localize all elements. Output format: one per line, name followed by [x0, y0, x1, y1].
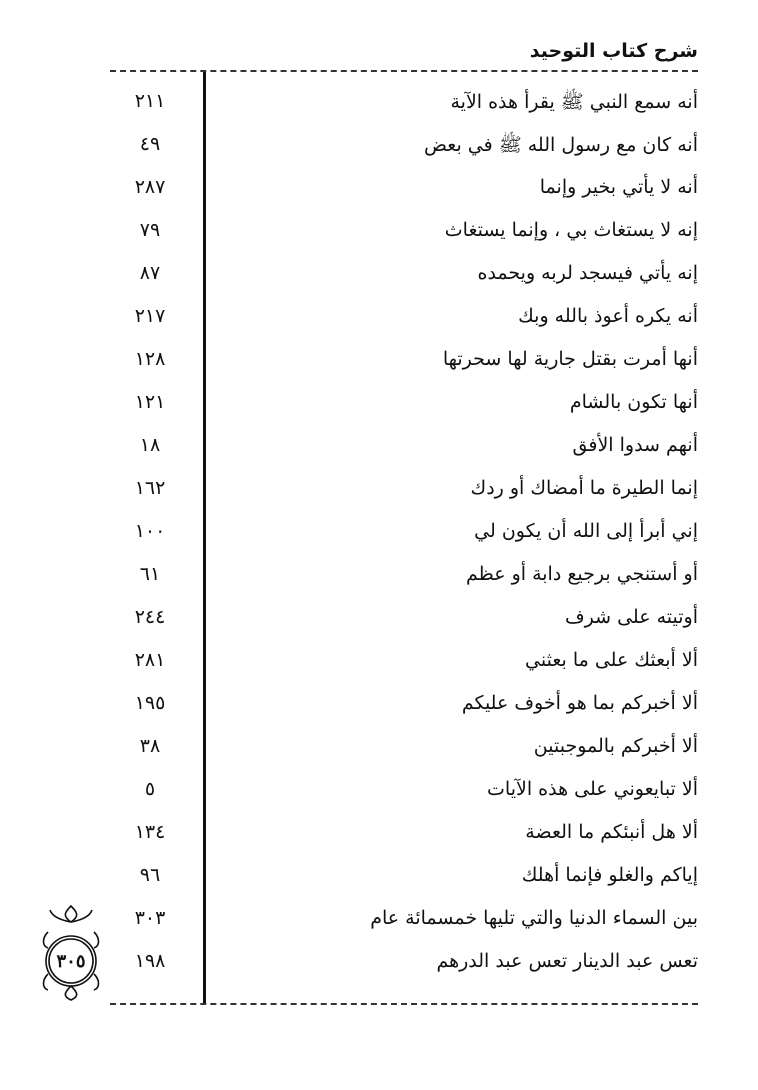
top-divider: [110, 70, 698, 72]
list-item: [0, 856, 758, 899]
list-item: [0, 555, 758, 598]
entry-page: ٥: [144, 778, 156, 800]
entry-page: ٤٩: [139, 133, 161, 155]
entry-text: ألا أخبركم بالموجبتين: [533, 735, 698, 757]
list-item: [0, 211, 758, 254]
entry-text: أنه سمع النبي ﷺ يقرأ هذه الآية: [450, 91, 698, 113]
entry-text: إنه لا يستغاث بي ، وإنما يستغاث: [444, 219, 698, 241]
entry-page: ١٦٢: [134, 477, 166, 499]
entry-text: ألا تبايعوني على هذه الآيات: [487, 778, 698, 800]
entry-text: أنه يكره أعوذ بالله وبك: [518, 305, 698, 327]
entry-text: أنهم سدوا الأفق: [572, 434, 698, 456]
entry-page: ٣٠٣: [134, 907, 166, 929]
list-item: [0, 82, 758, 125]
entry-text: إنما الطيرة ما أمضاك أو ردك: [470, 477, 698, 499]
index-list: [0, 82, 758, 985]
entry-text: إني أبرأ إلى الله أن يكون لي: [474, 520, 698, 542]
entry-page: ١٩٥: [134, 692, 166, 714]
entry-page: ١٢١: [134, 391, 166, 413]
list-item: [0, 125, 758, 168]
page-title: شرح كتاب التوحيد: [529, 40, 698, 62]
list-item: [0, 641, 758, 684]
list-item: [0, 383, 758, 426]
entry-text: أنه كان مع رسول الله ﷺ في بعض: [424, 134, 698, 156]
entry-page: ٢١١: [134, 90, 166, 112]
entry-text: أنها تكون بالشام: [569, 391, 698, 413]
entry-page: ١٨: [139, 434, 161, 456]
entry-text: ألا أخبركم بما هو أخوف عليكم: [461, 692, 698, 714]
list-item: [0, 297, 758, 340]
entry-text: إنه يأتي فيسجد لربه ويحمده: [477, 262, 698, 284]
entry-page: ٢٨٧: [134, 176, 166, 198]
list-item: [0, 254, 758, 297]
entry-page: ١٣٤: [134, 821, 166, 843]
list-item: [0, 340, 758, 383]
entry-page: ٦١: [139, 563, 161, 585]
list-item: [0, 899, 758, 942]
list-item: [0, 942, 758, 985]
entry-page: ٨٧: [139, 262, 161, 284]
list-item: [0, 168, 758, 211]
list-item: [0, 727, 758, 770]
entry-page: ١٠٠: [134, 520, 166, 542]
entry-page: ٢١٧: [134, 305, 166, 327]
entry-page: ٩٦: [139, 864, 161, 886]
entry-text: إياكم والغلو فإنما أهلك: [521, 864, 698, 886]
entry-text: ألا هل أنبئكم ما العضة: [525, 821, 698, 843]
page-number: ٣٠٥: [56, 950, 86, 972]
list-item: [0, 684, 758, 727]
entry-text: أنها أمرت بقتل جارية لها سحرتها: [442, 348, 698, 370]
entry-page: ٢٨١: [134, 649, 166, 671]
list-item: [0, 512, 758, 555]
entry-text: أو أستنجي برجيع دابة أو عظم: [465, 563, 698, 585]
entry-page: ٢٤٤: [134, 606, 166, 628]
entry-text: ألا أبعثك على ما بعثني: [525, 649, 698, 671]
entry-page: ٣٨: [139, 735, 161, 757]
entry-text: تعس عبد الدينار تعس عبد الدرهم: [436, 950, 698, 972]
list-item: [0, 770, 758, 813]
entry-text: أنه لا يأتي بخير وإنما: [539, 176, 698, 198]
entry-page: ٧٩: [139, 219, 161, 241]
entry-page: ١٩٨: [134, 950, 166, 972]
entry-text: أوتيته على شرف: [564, 606, 698, 628]
list-item: [0, 426, 758, 469]
bottom-divider: [110, 1003, 698, 1005]
entry-text: بين السماء الدنيا والتي تليها خمسمائة عام: [370, 907, 698, 929]
entry-page: ١٢٨: [134, 348, 166, 370]
list-item: [0, 813, 758, 856]
list-item: [0, 598, 758, 641]
list-item: [0, 469, 758, 512]
